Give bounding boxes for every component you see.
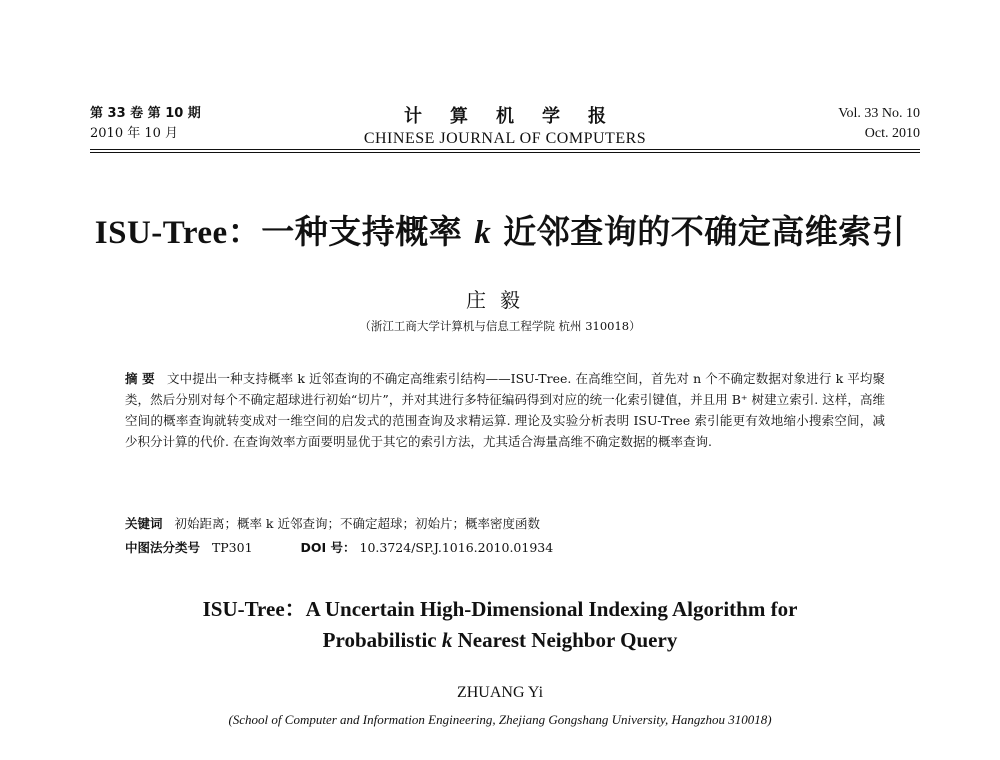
title-en-line2-b: Nearest Neighbor Query (452, 628, 678, 652)
doi-label: DOI 号： (300, 540, 356, 555)
title-cn-k: k (474, 215, 492, 251)
classification (125, 538, 885, 558)
volume-issue-en: Vol. 33 No. 10 (838, 106, 920, 121)
abstract (125, 368, 885, 452)
title-en-line2-a: Probabilistic (322, 628, 442, 652)
abstract-label: 摘 要 (125, 371, 155, 386)
classification-value: TP301 (211, 540, 253, 555)
keywords (125, 514, 885, 534)
title-cn-part2: ：一种支持概率 (227, 212, 475, 251)
keywords-text: 初始距离；概率 k 近邻查询；不确定超球；初始片；概率密度函数 (174, 516, 540, 531)
classification-label: 中图法分类号 (125, 540, 201, 555)
keywords-label: 关键词 (125, 516, 163, 531)
title-en-line2 (0, 625, 1000, 656)
header-rule-bottom (90, 152, 920, 153)
title-cn-part1: ISU-Tree (94, 215, 228, 251)
date-en: Oct. 2010 (864, 126, 920, 141)
journal-header (90, 100, 920, 152)
header-center (90, 102, 920, 148)
author-cn: 庄毅 (466, 288, 534, 312)
header-right (838, 104, 920, 144)
affiliation-en: (School of Computer and Information Engineering, Zhejiang Gongshang University, Hangzhou 310018) (228, 712, 772, 727)
paper-title-cn (0, 206, 1000, 253)
abstract-text: 文中提出一种支持概率 k 近邻查询的不确定高维索引结构——ISU-Tree. 在高维空间，首先对 n 个不确定数据对象进行 k 平均聚类，然后分别对每个不确定超球进行初始“切片”，并对其进行多特征编码得到对应的统一化索引键值，并且用 B⁺ 树建立索引. 这样，高维空间的概率查询就转变成对一维空间的启发式的范围查询及求精运算. 理论及实验分析表明 ISU-Tree 索引能更有效地缩小搜索空间，减少积分计算的代价. 在查询效率方面要明显优于其它的索引方法，尤其适合海量高维不确定数据的概率查询. (125, 371, 885, 449)
date-cn: 2010 年 10 月 (90, 126, 179, 141)
author-en: ZHUANG Yi (456, 684, 544, 701)
affiliation-cn: （浙江工商大学计算机与信息工程学院 杭州 310018） (359, 319, 641, 333)
journal-name-cn: 计算机学报 (404, 106, 634, 127)
volume-issue-cn: 第 33 卷 第 10 期 (90, 106, 201, 121)
title-en-line1: ISU-Tree：A Uncertain High-Dimensional Indexing Algorithm for (202, 597, 798, 621)
header-rule-top (90, 149, 920, 150)
title-en-k: k (441, 628, 453, 652)
title-cn-part3: 近邻查询的不确定高维索引 (491, 212, 906, 251)
doi-value: 10.3724/SP.J.1016.2010.01934 (359, 540, 554, 555)
journal-name-en: CHINESE JOURNAL OF COMPUTERS (363, 130, 647, 147)
paper-title-en (0, 594, 1000, 656)
